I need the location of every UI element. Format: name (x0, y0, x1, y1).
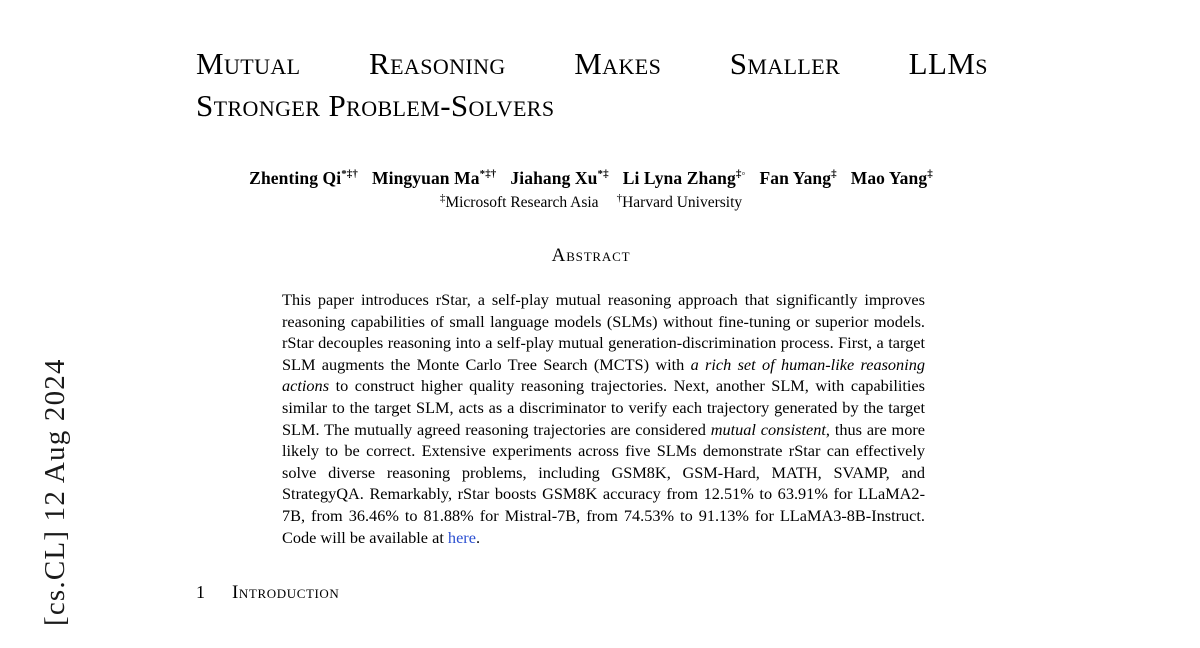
title-word-2: Reasoning (369, 46, 506, 81)
author-2-marks: *‡† (479, 168, 497, 181)
section-number: 1 (196, 582, 205, 603)
author-3 (510, 168, 608, 188)
arxiv-stamp-text: [cs.CL] 12 Aug 2024 (38, 358, 71, 626)
abstract-emphasis-2: mutual consistent (710, 419, 826, 439)
affiliation-2-name: Harvard University (622, 194, 743, 211)
section-name: Introduction (232, 582, 340, 604)
author-4-marks: ‡◦ (735, 168, 746, 181)
affiliation-1 (439, 191, 599, 211)
title-word-5: LLMs (908, 46, 988, 81)
page-title-line-2: Stronger Problem-Solvers (196, 88, 555, 123)
affiliation-2-mark: † (616, 191, 623, 204)
paper-page (196, 0, 1016, 648)
author-1-name: Zhenting Qi (249, 168, 342, 188)
author-3-name: Jiahang Xu (510, 168, 598, 188)
title-word-1: Mutual (196, 46, 301, 81)
author-5-marks: ‡ (831, 168, 837, 181)
author-list (196, 168, 986, 189)
page-title (196, 44, 996, 126)
author-6-name: Mao Yang (850, 168, 928, 188)
title-word-3: Makes (574, 46, 662, 81)
author-1 (249, 168, 358, 188)
author-1-marks: *‡† (341, 168, 359, 181)
abstract-heading: Abstract (551, 245, 631, 266)
code-link[interactable]: here (447, 527, 476, 547)
abstract-part-4: . (475, 527, 481, 547)
abstract-emphasis-1: a rich set of human-like reasoning actions (282, 354, 926, 396)
author-3-marks: *‡ (597, 168, 609, 181)
arxiv-identifier-stamp (0, 0, 110, 648)
author-4-name: Li Lyna Zhang (622, 168, 736, 188)
abstract-part-3: , thus are more likely to be correct. Extensive experiments across five SLMs demonstrate rStar can effectively solve diverse reasoning problems, including GSM8K, GSM-Hard, MATH, SVAMP, and StrategyQA. Remarkably, rStar boosts GSM8K accuracy from 12.51% to 63.91% for LLaMA2-7B, from 36.46% to 81.88% for Mistral-7B, from 74.53% to 91.13% for LLaMA3-8B-Instruct. Code will be available at (282, 419, 925, 547)
author-4 (623, 168, 746, 188)
author-2 (372, 168, 496, 188)
author-5 (759, 168, 836, 188)
section-heading-introduction (196, 582, 1016, 604)
author-6-marks: ‡ (927, 168, 933, 181)
author-6 (851, 168, 933, 188)
affiliation-1-name: Microsoft Research Asia (445, 194, 599, 211)
author-2-name: Mingyuan Ma (372, 168, 480, 188)
page-title-line-1 (196, 44, 988, 84)
affiliation-1-mark: ‡ (439, 191, 446, 204)
affiliation-list (196, 191, 986, 212)
abstract-part-1: This paper introduces rStar, a self-play mutual reasoning approach that significantly improves reasoning capabilities of small language models (SLMs) without fine-tuning or superior models. rStar decouples reasoning into a self-play mutual generation-discrimination process. First, a target SLM augments the Monte Carlo Tree Search (MCTS) with (282, 290, 925, 374)
title-word-4: Smaller (729, 46, 841, 81)
affiliation-2 (616, 191, 743, 211)
author-5-name: Fan Yang (759, 168, 832, 188)
abstract-text (282, 289, 925, 548)
abstract-part-2: to construct higher quality reasoning trajectories. Next, another SLM, with capabilities similar to the target SLM, acts as a discriminator to verify each trajectory generated by the target SLM. The mutually agreed reasoning trajectories are considered (282, 376, 925, 439)
